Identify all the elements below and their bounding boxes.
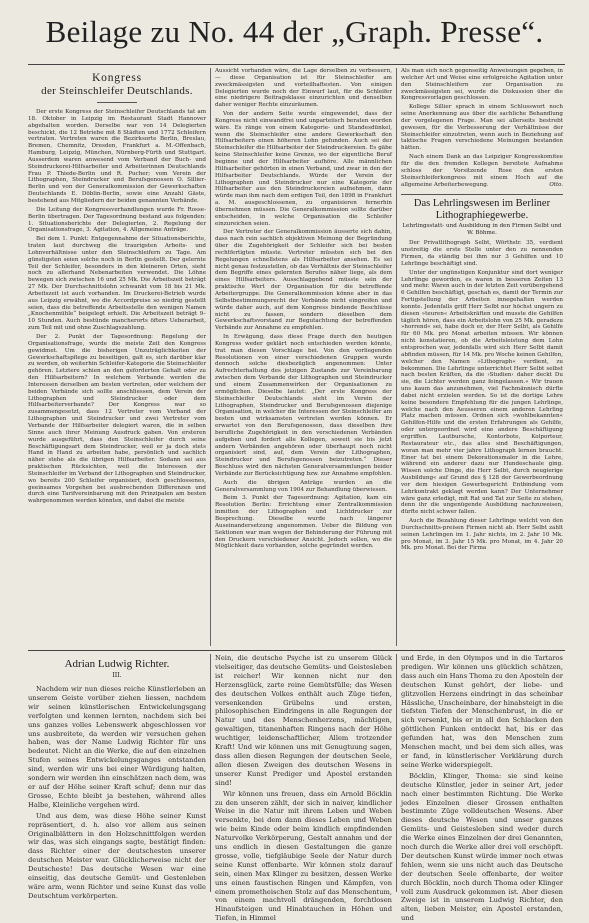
article-paragraph: Böcklin, Klinger, Thoma: sie sind keine deutsche Künstler, jeder in seiner Art, jeder nach einer bestimmten Richtung. Die Werke jedes Einzelnen dieser Grossen enthalten bestimmte Züge volldeutschen Wesens. Aber dieses deutsche Wesen und unser ganzes Gemüts- und Geistesleben sind weder durch die Werke eines Einzelnen der drei Genannten, noch durch die Werke aller drei voll erschöpft. Der deutschen Kunst würde immer noch etwas fehlen, wenn sie uns nicht auch das Deutsche der deutschen Seele offenbarte, der weiter durch Böcklin, noch durch Thoma oder Klinger voll zum Ausdruck gekommen ist. Aber diesen Zweige ist in unserem Ludwig Richter, den alten, lieben Meister, ein Apostel erstanden, und [401,771,563,923]
lehrling-heading-2: Lithographiegewerbe. [435,210,529,222]
article-paragraph: Nach einem Dank an das Leipziger Kongresskomitee für die den fremden Kollegen bereitete Aufnahme schloss der Vorsitzende Rose den ersten Steinschleiferkongress mit einem Hoch auf die allgemeine Arbeiterbewegung. [401,154,563,188]
column-3 [401,68,563,646]
column-divider [396,68,397,646]
article-paragraph: Unter der ungünstigen Konjunktur sind dort weniger Lehrlinge geworden, es waren in besseren Zeiten 13 und mehr. Waren auch in der letzten Zeit vorübergehend 6 Gehilfen beschäftigt, geschah es, damit der Termin zur Fertigstellung der Arbeiten innegehalten werden konnte. Jedenfalls griff Herr Selbt nur höchst ungern zu diesen »teuren« Arbeitskräften und musste die Gehilfen täglich hören, dass ein Arbeitslohn von 25 Mk. geradezu »horrend« sei, habe doch er, der Herr Selbt, als Gehilfe für 60 Mk. pro Monat arbeiten müssen. Wir können nicht konstatieren, ob die Arbeitsleistung dem Lohn entsprochen war, jedenfalls wird sich Herr Selbt damit abfinden müssen, für 14 Mk. pro Woche keinen Gehilfen, welcher den Namen »Lithograph« verdient, zu bekommen. Die Lehrlinge unterrichtet Herr Selbt selbst nach besten Kräften, da die ›Studien‹ daher deckt Du sie, die Lichter werden ganz feingelassen.« Wir trauen uns kaum das anzunehmen, viel Fachmännisch dürfte dabei nicht erzielen werden. So ist die dortige Lehre keine besondere Empfehlung für die jungen Lehrlinge, welche nach den Aeusseren einem anderen Lehrling Platz machen müssen. Ordnen sich »wohlbekannten« Gehilfen-Hilfe und die ersten Erfahrungen als Gehilfe, oder untergeordnet wird eine andere Beschäftigung ergriffen. Lautbursche, Kontorbote, Kolporteur, Restaurateur etc., das alles sind Beschäftigungen, woran man mehr vier jahre Lithograph lernen braucht. Einer tat bei einem Dekorationsmaler in die Lehre, während ein anderer dazu nur Hundeschaule ging. Wissen solche Dinge, die Herr Selbt, durch neugierige Ausbildung« auf Grund des § 128 der Gewerbeordnung vor dem hiesigen Gewerbsgericht Entbindung vom Lehrkontrakt geklagt werden kann? Der Unternehmer wäre ganz erledigt, mit Rat und Tat zur Seite zu stehen, denn ihr die ungenügende Ausbildung nachzuweisen, dürfte nicht schwer fallen. [401,269,563,516]
author-signature: Otto. [549,182,563,189]
richter-heading: Adrian Ludwig Richter. [64,658,170,670]
article-paragraph: In Erwägung, dass diese Frage durch den heutigen Kongress weder geklärt noch entschieden werden könnte, trat man diesen Vorschlage bei. Von den vorliegenden Resolutionen von einer verschiedenen Gruppen wurde dennoch solche diesbezüglich angenommen: Unter Aufrechterhaltung des jetzigen Zustands zur Vereinbarung zwischen dem Verbande der Lithographen und Steindrucker und einem Zusammenwirken der Organisationen zu ermöglichen. Dieselbe lautet: „Der erste Kongress der Steinschleifer Deutschlands sieht im Verein der Lithographen, Steindrucker und Berufsgenossen diejenige Organisation, in welcher die Interessen der Steinschleifer am besten und wirksamsten vertreten werden können. Er erwartet von den Berufsgenossen, dass dieselben ihre berufliche Zugehörigkeit in den verschiedenen Verbänden aufgeben und fordert alle Kollegen, soweit sie bis jetzt andern Verbänden angehören oder überhaupt noch nicht organisiert sind, auf, dem Verein der Lithographen, Steindrucker und Berufsgenossen beizutreten.“ Dieser Beschluss wird den nächsten Generalversammlungen beider Verbände zur Berücksichtigung bzw. zur Annahme empfohlen. [215,334,392,477]
kongress-subheading: der Steinschleifer Deutschlands. [41,85,193,97]
article-divider [401,194,563,195]
article-paragraph: Der Vertreter der Generalkommission äusserte sich dahin, dass nach rein sachlich objektiven Meinung der Begründung über die Zugehörigkeit der Schleifer sich bei besten rechtfertigten müsste. Vertreter müssten sich bei den Regelungen schnellstens als Hilfsarbeiter ansehen. Es sei nicht genau festzustellen, ob das Verhältnis der Steinschleifer dem Begriffe eines gelernten Berufes näher liege, als dem eines Hilfsarbeiters. Ausschlaggebend müsste sein der praktische Wert der Organisation für die betreffende Arbeitergruppe. Die Generalkommission könne aber in das Selbstbestimmungsrecht der Verbände nicht eingreifen und würde daher auch, auf dem Kongress bindende Beschlüsse nicht zu fassen, sondern dieselben dem Gewerkschaftsvorstand zur Begutachtung der betreffenden Verbände zur Annahme zu empfehlen. [215,229,392,332]
column-divider [210,654,211,892]
article-paragraph: Und aus dem, was diese Höhe seiner Kunst repräsentiert, d. h. also vor allem aus seinen Originalblättern in den Holzschnittfolgen werden wir das, was sich eingangs sagte, bestätigt finden: dass Richter einer der deutschesten unserer deutschen Meister war. Glücklicherweise nicht der Deutscheste! Das deutsche Wesen war eine einseitig, das deutsche Gemüt- und Gestenleben wäre arm, wenn Richter und seine Kunst das volle Deutschtum verkörperten. [28,811,206,900]
article-paragraph: Wir können uns freuen, dass ein Arnold Böcklin zu den unseren zählt, der sich in naiver, kindlicher Weise in die Natur mit ihrem Leben und Weben versenkte, bei dem dann dieses Leben und Weben wie beim Kinde oder beim kindlich empfindenden Naturvolke Verkörperung, Gestalt annahm und der uns endlich in diesen Gestaltungen die ganze grosse, volle, tiefgläubige Seele der Natur durch seine Kunst offenbarte. Wir können stolz darauf sein, einen Max Klinger zu besitzen, dessen Werke uns einen faustischen Ringen und Kämpfen, von einem prometheischen Stolz auf das Menschentum, von einem machtvoll drängenden, forchtlosen Hinaufsteigen und Hinabtauchen in Höhen und Tiefen, in Himmel [215,789,392,923]
kongress-column-2 [215,68,392,646]
masthead-rule [28,64,565,65]
column-divider [210,68,211,646]
kongress-column-1 [28,68,206,646]
richter-column-1 [28,654,206,900]
column-divider [396,654,397,892]
article-paragraph: Der Privatlithograph Selbt, Wörthstr. 35, verdient unstreitig die erste Stelle unter den zu nennenden Firmen, da ständig bei ihm nur 3 Gehilfen und 10 Lehrlinge beschäftigt sind. [401,240,563,267]
article-paragraph: Auch die übrigen Anträge wurden an die Generalversammlung von 1904 zur Behandlung überwiesen. [215,479,392,493]
article-paragraph: und Erde, in den Olympos und in die Tartaros predigen. Wir können uns glücklich schätzen, dass auch ein Hans Thoma zu den Aposteln der deutschen Kunst gehört, der liebe- und glitzvollen Herzens eindringt in das scheinbar Hässliche, Unscheinbare, der hinabsteigt in die tiefsten Tiefen der Menschenbrust, in die er sich versenkt, bis er in all den Schlacken den göttlichen Funken entdeckt hat, bis er das gefunden hat, was den Menschen zum Menschen macht, und bei dem sich alles, was er fand, in künstlerischer Verklärung durch seine Werke widerspiegelt. [401,654,563,769]
heading-divider [97,102,137,103]
richter-part-number: III. [112,672,122,679]
article-paragraph: Als man sich noch gegenseitig Anweisungen gegeben, in welcher Art und Weise eine erfolgreiche Agitation unter den Steinschleifern zur Organisation zu zweckmässigsten sei, wurde die Diskussion über die Kongressvorlagen geschlossen. [401,68,563,102]
lehrling-heading: Das Lehrlingswesen im Berliner [413,198,551,210]
lehrling-subheading: Lehrlingsstatt- und Ausbildung in den Firmen Selbt und W. Böhme. [402,223,562,237]
article-paragraph: Nachdem wir nun dieses reiche Künstlerleben an unserem Geiste vorüber ziehen liessen, nachdem wir seinen künstlerischen Entwickelungsgang verfolgten und kennen lernten, nachdem sich bei uns ganzes volles Lebenswerk abgeschlossen vor uns ausbreitete, da werden wir versuchen gehen haben, was der Name Ludwig Richter für uns bedeutet. Nicht an die Werke, die auf den einzelnen Stufen seines Entwickelungsganges entstanden sind, werden wir uns bei einer Würdigung halten, sondern wir werden ihn einschätzen nach dem, was er auf der Höhe seiner Kraft schuf; denn nur das Grosse, Echte bleibt ja bestehen, während alles Halbe, Kleinliche vergehen wird. [28,685,206,809]
section-rule [28,650,565,651]
masthead [0,0,589,66]
masthead-title: Beilage zu No. 44 der „Graph. Presse“. [45,14,544,49]
richter-column-3 [401,654,563,923]
article-paragraph: Auch die Bezahlung dieser Lehrlinge welcht von den Durchschnitts-preisen Firmen nicht ab. Herr Selbt zahlt seinen Lehrlingen im 1. Jahr nichts, im 2. Jahr 10 Mk. pro Monat, im 3. Jahr 15 Mk. pro Monat, im 4. Jahr 20 Mk. pro Monat. Bei der Firma [401,518,563,552]
article-paragraph: Der 2. Punkt der Tagesordnung: Regelung der Organisationsfrage, wurde die meiste Zeit den Kongress gewidmet. Um die bisherigen Unzuträglichkeiten der Gewerkschaftspflege zu beseitigen, galt es, sich darüber klar zu werden, ob weiterhin Schleifer-Kategorie die Steinschleifer gehören. Letztere schien an den geforderten Gehalt oder zu den Hilfsarbeitern? In welchem Verbande werden die Interessen derselben am besten vertreten, oder welchem der beiden Verbände sich sollte anschliessen, dem Verein der Lithographen und Steindrucker oder dem Hilfsarbeiterverbande? Der Kongress war so zusammengesetzt, dass 12 Vertreter vom Verband der Lithographen und Steindrucker und zwei Vertreter vom Verbande der Hilfsarbeiter delegiert waren, die in selben Sinne auch ihrer Meinung Ausdruck gaben. Von ersteren wurde ausgeführt, dass den Steinschleifer durch seine Beschäftigungsart dem Steindrucker, weil er ja doch stets Hand in Hand zu arbeiten habe, persönlich und sachlich näher stehe als die übrigen Hilfsarbeiter. Sodann sei aus praktischen Rücksichten, weil die Interessen der Steinschleifer im Verband der Lithographen und Steindrucker, wo bereits 200 Schleifer organisiert, doch geschlossenes, geeinsames Vorgehen bei ausbrechenden Differenzen und durch eine Tarifvereinbarung mit den Prinzipalen am besten wahrgenommen werden könnten, und dabei die meiste [28,334,206,505]
richter-column-2 [215,654,393,923]
article-paragraph: Bei dem 1. Punkt: Entgegennahme der Situationsberichte, traten laut durchweg die traurigsten Arbeits- und Lohnverhältnisse unter den Steinschleifern zu Tage. Am günstigsten seien solche noch in Berlin gestellt. Der gelernte Teil der Schleifer, besonders in den kleineren Orten, sieht noch zu allerhand Nebenarbeiten verwendet. Die Löhne bewegen sich zwischen 16 und 25 Mk. Die Arbeitszeit beträgt 27 Mk. Der Durchschnittslohn schwankt vom 18 bis 21 Mk. Arbeitszeit ist auch vorhanden. Im Druckerei-Betrieb wurde aus Leipzig erwähnt, wo die Accordpreise so niedrig gestellt seien, dass die betreffende Arbeitsstelle den wenigen Namen „Knochenmühle“ beigelegt erhielt. Die Arbeitszeit beträgt 9–10 Stunden. Auch bestünde mancherorts öfters Ueberarbeit, zum Teil mit und ohne Zuschlagszahlung. [28,236,206,332]
kongress-heading: Kongress [92,72,142,84]
article-paragraph: Nein, die deutsche Psyche ist zu unserem Glück vielseitiger, das deutsche Gemüts- und Geistesleben ist reicher! Wir kennen nicht nur den Herzensglück, zarte reine Gemütsfülle; das Wesen des deutschen Volkes enthält auch Züge tiefen, versenkenden Grübelns und ersten, philosophischen Eindringens in alle Regungen der Natur und des Menschenherzens, mächtigen, gewaltigen, titanenhaften Ringens nach der Höhe wuchtiger, leidenschaftlicher, Allem trotzender Kraft! Und wir können uns mit Genugtuung sagen, dass allen diesen Regungen der deutschen Seele, allen diesen Zweigen des deutschen Wesens in unserer Kunst Prediger und Apostel erstanden sind! [215,654,393,787]
article-paragraph: Beim 3. Punkt der Tagesordnung: Agitation, kam ein Resolution Berlin: Errichtung einer Zentralkommission inmitten der Lithographen und Lichtdrucker zur Besprechung. Dieselbe wurde nach längerer Auseinandersetzung angenommen. Ueber die Bildung von Sektionen war man wegen der Behinderung der Führung mit den Druckern verschiedener Ansicht. Jedoch sollen, wo die Möglichkeit dazu vorhanden, solche gegründet werden. [215,495,392,550]
article-paragraph: Die Leitung der Kongressverhandlungen wurde Fr. Rosse-Berlin übertragen. Der Tagesordnung bestand aus folgenden: 1. Situationsberichte der Delegierten, 2. Regelung der Organisationsfrage, 3. Agitation, 4. Allgemeine Anträge. [28,206,206,234]
article-paragraph: Der erste Kongress der Steinschleifer Deutschlands tat am 18. Oktober in Leipzig im Restaurant Stadt Hannover abgehalten worden. Derselbe war von 14 Delegierten beschickt, die 12 Betriebe mit 8 Städten und 1772 Schleifern vertraten. Vertreten waren die Bezirksorte Berlin, Breslau, Bremen, Chemnitz, Dresden, Frankfurt a. M.-Offenbach, Hamburg, Leipzig, München, Nürnberg-Fürth und Stuttgart. Ausserdem waren anwesend vom Verband der Buch- und Steindruckerei-Hilfsarbeiter und Arbeiterinnen Deutschlands Frau P. Thiede-Berlin und R. Pucher; vom Verein der Lithographen, Steindrucker und Berufsgenossen O. Sillier-Berlin und von der Generalkommission der Gewerkschaften Deutschlands E. Döblin-Berlin, sowie eine Anzahl Gäste, bestehend aus Mitgliedern der beiden genannten Verbände. [28,109,206,204]
article-paragraph: Von der andern Seite wurde eingewendet, dass der Kongress nicht einwandfrei und unparteiisch beraten worden wäre. Es ränge von einem Kategorie- und Standesdünkel, wenn die Steinschleifer eine andere Gewerkschaft den Hilfsarbeitern einen höheren Lohn gefunden. Auch sei der Steinschleifer die Hilfsarbeiter der Steindruckereien. Es gäbe keine Steinschleifer keine Grenze, wo der eigentliche Beruf beginne und der Hilfsarbeiter aufhöre. Alle männlichen Hilfsarbeiter gehörten in einen Verband, und zwar in den der Hilfsarbeiter Deutschlands. Würde der Verein der Lithographen und Steindrucker nur eine Kategorie der Hilfsarbeiter aus den Steindruckereien aufnehmen, dann würde man ihm nach dem erdigen Teil, den 1898 in Frankfurt a. M. ausgeschlossenen, zu organisieren fernerhin übernehmen müssen. Die Generalkommission sollte darüber entscheiden, in welche Organisation die Schleifer einzureichen seien. [215,111,392,227]
article-paragraph: Kollege Sillier sprach in einem Schlusswort noch seine Anerkennung aus über die sachliche Behandlung der vorgelegenen Frage. Man sei allerseits bestrebt gewesen, für die Verbesserung der Verhältnisse der Steinschleifer einzutreten, wenn auch in Beziehung auf taktische Fragen verschiedene Meinungen bestanden hätten. [401,104,563,152]
article-paragraph: Aussicht vorhanden wäre, die Lage derselben zu verbessern, — diese Organisation ist für Steinschleifer am zweckmässigsten und vorteilhaftesten. Von einigen Delegierten wurde noch der Einwurf laut, für die Schleifer eine niedrigere Beitragsklasse einzurichten und denselben daher weniger Rechte einzuräumen. [215,68,392,109]
